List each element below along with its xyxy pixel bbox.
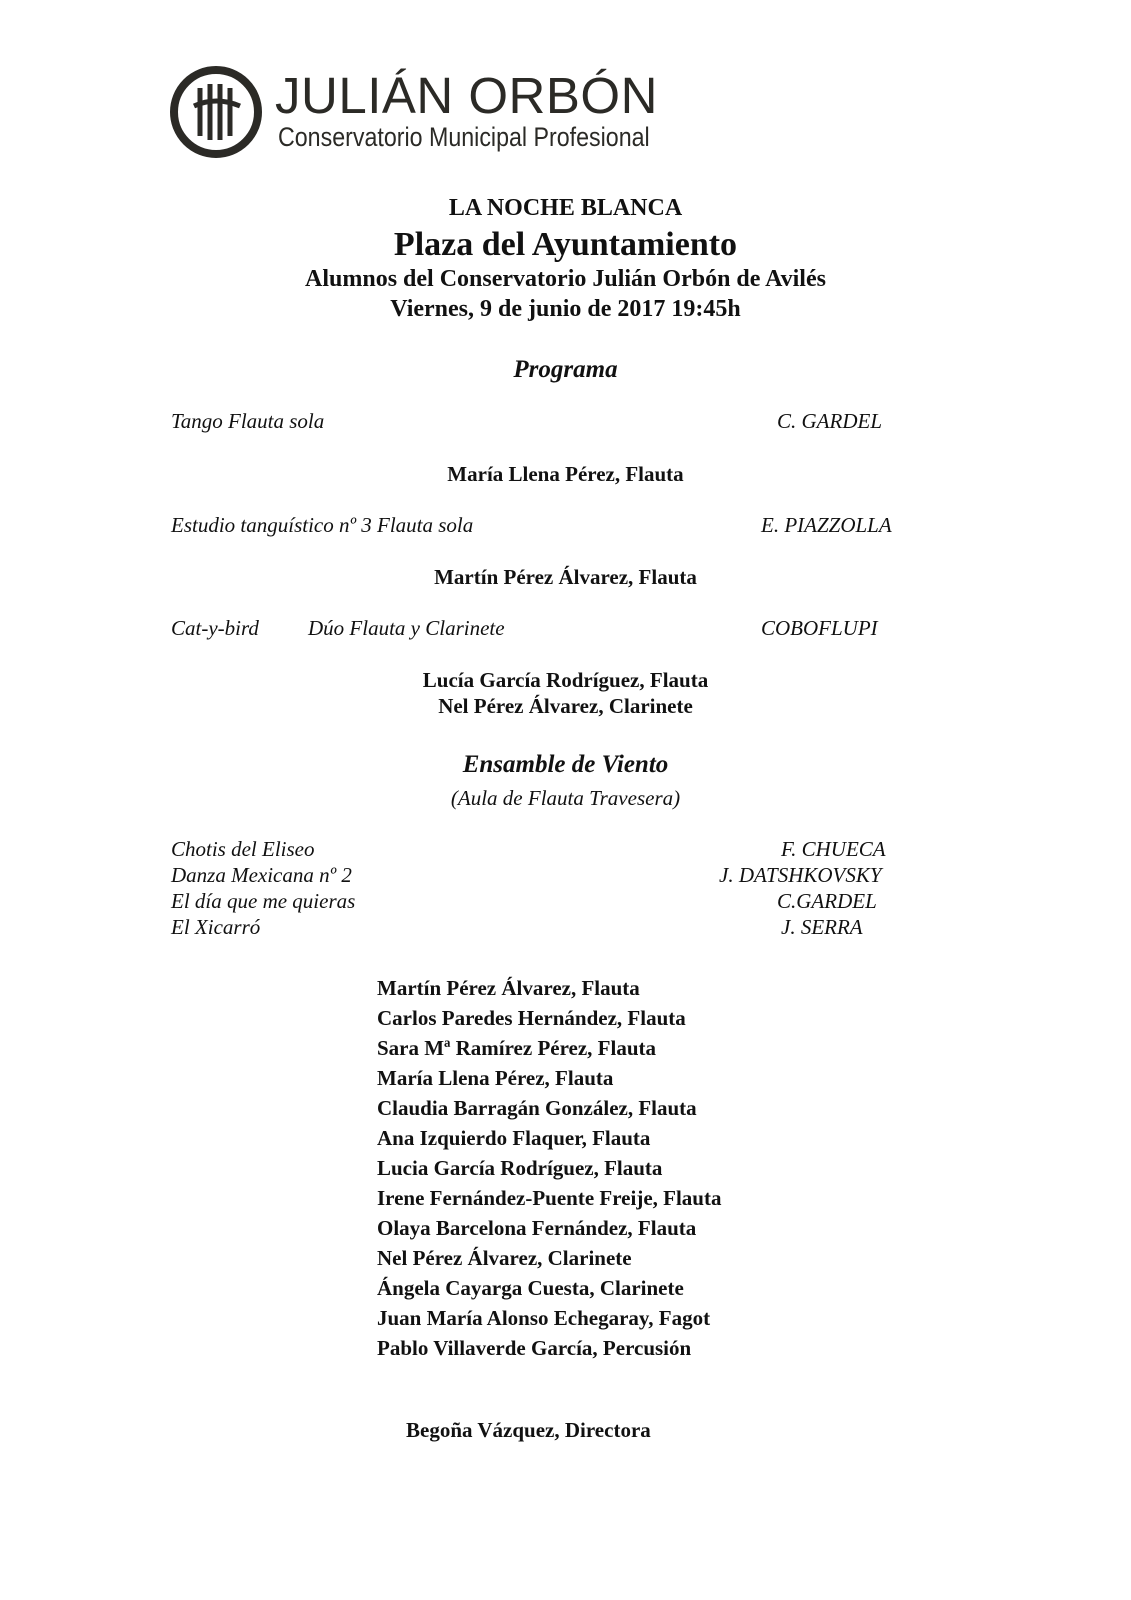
ensemble-work-title: Danza Mexicana nº 2: [171, 863, 352, 887]
ensemble-member: Carlos Paredes Hernández, Flauta: [377, 1006, 686, 1030]
logo-subtitle: Conservatorio Municipal Profesional: [278, 122, 650, 152]
ensemble-member: María Llena Pérez, Flauta: [377, 1066, 614, 1090]
ensemble-heading: Ensamble de Viento: [462, 751, 669, 778]
piece-title: Tango Flauta sola: [171, 409, 325, 433]
piece-composer: COBOFLUPI: [761, 616, 878, 640]
piece-subtitle: Dúo Flauta y Clarinete: [308, 616, 505, 640]
piece-composer: E. PIAZZOLLA: [761, 513, 892, 537]
ensemble-member: Claudia Barragán González, Flauta: [377, 1096, 697, 1120]
program-heading: Programa: [513, 356, 618, 383]
ensemble-member: Ana Izquierdo Flaquer, Flauta: [377, 1126, 651, 1150]
director: Begoña Vázquez, Directora: [406, 1418, 651, 1442]
piece-title: Cat-y-bird: [171, 616, 259, 640]
ensemble-member: Ángela Cayarga Cuesta, Clarinete: [377, 1276, 684, 1300]
piece-performer: Nel Pérez Álvarez, Clarinete: [438, 694, 693, 718]
ensemble-member: Pablo Villaverde García, Percusión: [377, 1336, 692, 1360]
ensemble-work-composer: J. DATSHKOVSKY: [719, 863, 882, 887]
ensemble-member: Sara Mª Ramírez Pérez, Flauta: [377, 1036, 657, 1060]
ensemble-member: Lucia García Rodríguez, Flauta: [377, 1156, 663, 1180]
ensemble-member: Olaya Barcelona Fernández, Flauta: [377, 1216, 697, 1240]
ensemble-work-composer: F. CHUECA: [781, 837, 886, 861]
ensemble-work-title: El Xicarró: [171, 915, 261, 939]
piece-composer: C. GARDEL: [777, 409, 882, 433]
piece-performer: Martín Pérez Álvarez, Flauta: [434, 565, 697, 589]
ensemble-work-title: El día que me quieras: [171, 889, 356, 913]
ensemble-work-composer: C.GARDEL: [777, 889, 877, 913]
piece-performer: Lucía García Rodríguez, Flauta: [422, 668, 709, 692]
event-title: LA NOCHE BLANCA: [448, 195, 683, 221]
conservatory-logo-emblem: [170, 66, 262, 158]
piece-performer: María Llena Pérez, Flauta: [447, 462, 684, 486]
ensemble-member: Juan María Alonso Echegaray, Fagot: [377, 1306, 711, 1330]
ensemble-member: Nel Pérez Álvarez, Clarinete: [377, 1246, 632, 1270]
ensemble-subheading: (Aula de Flauta Travesera): [450, 786, 681, 810]
piece-title: Estudio tanguístico nº 3 Flauta sola: [171, 513, 474, 537]
logo-name: JULIÁN ORBÓN: [275, 67, 658, 124]
date-line: Viernes, 9 de junio de 2017 19:45h: [390, 296, 741, 322]
ensemble-work-composer: J. SERRA: [781, 915, 863, 939]
ensemble-member: Martín Pérez Álvarez, Flauta: [377, 976, 640, 1000]
ensemble-work-title: Chotis del Eliseo: [171, 837, 315, 861]
ensemble-member: Irene Fernández-Puente Freije, Flauta: [377, 1186, 722, 1210]
venue-title: Plaza del Ayuntamiento: [393, 226, 738, 263]
performers-line: Alumnos del Conservatorio Julián Orbón de Avilés: [305, 266, 826, 292]
